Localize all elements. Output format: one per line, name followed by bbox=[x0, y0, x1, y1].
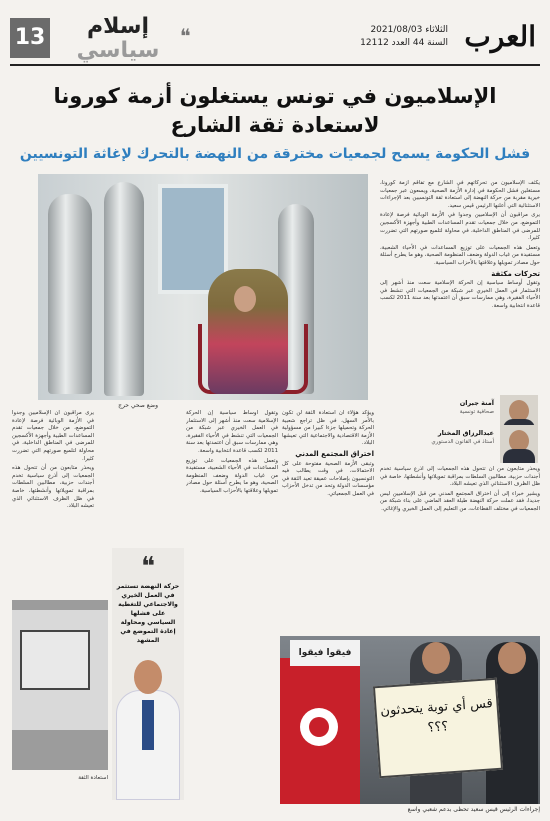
quote-mark-icon: ❝ bbox=[141, 552, 155, 582]
side-photo-caption: استعادة الثقة bbox=[78, 775, 108, 781]
issue-date: الثلاثاء 2021/08/03 bbox=[370, 25, 448, 35]
protest-placard-top: فيقوا فيقوا bbox=[290, 640, 360, 666]
header-rule bbox=[10, 64, 540, 66]
oxygen-tank bbox=[48, 194, 92, 394]
article-body-2-cont: وتعمل هذه الجمعيات على توزيع المساعدات في الأحياء الشعبية، مستفيدة من غياب الدولة وضعف المنظومة الصحية، وهو ما يطرح أسئلة حول مصادر تمويلها وعلاقتها بالأحزاب السياسية. bbox=[186, 457, 278, 494]
section-title bbox=[58, 14, 178, 62]
main-photo-caption: وضع صحي حرج bbox=[118, 402, 158, 409]
brand-logo: العرب bbox=[464, 20, 536, 53]
article-body-6: ويؤكد هؤلاء أن استعادة الثقة لن تكون بالأمر السهل، في ظل تراجع شعبية الحركة وتحميلها جزءا كبيرا من مسؤولية الأزمة الاقتصادية والاجتماعية التي تعيشها البلاد. bbox=[282, 410, 374, 447]
headline-line2: لاستعادة ثقة الشارع bbox=[170, 113, 380, 137]
article-body-4: ويحذر متابعون من أن تتحول هذه الجمعيات إلى أذرع سياسية تخدم أجندات حزبية، مطالبين السلطات بمراقبة تمويلاتها وأنشطتها، خاصة في ظل الظرف الاستثنائي الذي تعيشه البلاد. bbox=[380, 466, 540, 488]
article-intro: يكثف الإسلاميون من تحركاتهم في الشارع مع تفاقم أزمة كورونا، مستغلين فشل الحكومة في إدارة الأزمة الصحية، ويسعون عبر جمعيات خيرية مقربة من حركة النهضة إلى استعادة ثقة التونسيين بعد الإجراءات الاستثنائية التي أعلنها الرئيس قيس سعيد. bbox=[380, 180, 540, 209]
section-title-line1: إسلام bbox=[86, 14, 149, 39]
author-name: عبدالرزاق المختار bbox=[437, 429, 494, 437]
protest-photo-caption: إجراءات الرئيس قيس سعيد تحظى بدعم شعبي واسع bbox=[407, 806, 540, 813]
article-body-3-cont: وتقول أوساط سياسية إن الحركة الإسلامية سعت منذ أشهر إلى الاستثمار في العمل الخيري عبر شبكة من الجمعيات التي تنشط في الأحياء الفقيرة، وهي ممارسات سبق أن اعتمدتها بعد سنة 2011 لكسب قاعدة انتخابية واسعة. bbox=[186, 410, 278, 454]
article-column-3 bbox=[186, 410, 278, 632]
oxygen-tank bbox=[104, 182, 144, 396]
quote-icon: ❝ bbox=[180, 24, 191, 48]
pull-quote bbox=[112, 548, 184, 800]
section-title-line2: سياسي bbox=[76, 38, 160, 63]
article-body-7: وتبقى الأزمة الصحية مفتوحة على كل الاحتمالات، في وقت يطالب فيه التونسيون بإصلاحات عميقة تعيد الثقة في مؤسسات الدولة وتحد من تدخل الأحزاب في العمل الجمعياتي. bbox=[282, 460, 374, 497]
side-photo-sign bbox=[20, 630, 90, 690]
section-heading-2: اختراق المجتمع المدني bbox=[295, 449, 374, 458]
article-body-3: وتقول أوساط سياسية إن الحركة الإسلامية سعت منذ أشهر إلى الاستثمار في العمل الخيري عبر شبكة من الجمعيات التي تنشط في الأحياء الفقيرة، وهي ممارسات سبق أن اعتمدتها بعد سنة 2011 لكسب قاعدة انتخابية واسعة. bbox=[380, 280, 540, 309]
article-body-1-cont: يرى مراقبون أن الإسلاميين وجدوا في الأزمة الوبائية فرصة لإعادة التموضع، من خلال جمعيات تقدم المساعدات الطبية وأجهزة الأكسجين للمرضى في المناطق الداخلية، في محاولة لتلميع صورتهم التي تضررت كثيرا. bbox=[12, 410, 94, 462]
author-name: آمنة جبران bbox=[459, 399, 494, 407]
masthead bbox=[10, 14, 540, 64]
patient-face bbox=[234, 286, 256, 312]
article-column-left bbox=[12, 410, 94, 596]
article-body-1: يرى مراقبون أن الإسلاميين وجدوا في الأزمة الوبائية فرصة لإعادة التموضع، من خلال جمعيات تقدم المساعدات الطبية وأجهزة الأكسجين للمرضى في المناطق الداخلية، في محاولة لتلميع صورتهم التي تضررت كثيرا. bbox=[380, 212, 540, 242]
page-number: 13 bbox=[10, 18, 50, 58]
subhead: فشل الحكومة يسمح لجمعيات مخترقة من النهضة بالتحرك لإغاثة التونسيين bbox=[19, 146, 531, 162]
author-box bbox=[398, 425, 538, 465]
pull-quote-text: حركة النهضة تستثمر في العمل الخيري والاجتماعي للتغطية على فشلها السياسي ومحاولة إعادة التموضع في المشهد bbox=[116, 583, 180, 644]
article-body-5: ويشير خبراء إلى أن اختراق المجتمع المدني من قبل الإسلاميين ليس جديدا، فقد عملت حركة النهضة طيلة العقد الماضي على بناء شبكة من الجمعيات في مختلف القطاعات، من التعليم إلى العمل الخيري والإغاثي. bbox=[380, 490, 540, 512]
issue-number: السنة 44 العدد 12112 bbox=[360, 38, 448, 48]
headline bbox=[10, 82, 540, 140]
tunisian-flag bbox=[280, 658, 360, 804]
pull-quote-photo bbox=[116, 660, 180, 800]
article-body-2: وتعمل هذه الجمعيات على توزيع المساعدات في الأحياء الشعبية، مستفيدة من غياب الدولة وضعف المنظومة الصحية، وهو ما يطرح أسئلة حول مصادر تمويلها وعلاقتها بالأحزاب السياسية. bbox=[380, 244, 540, 266]
protest-photo bbox=[280, 636, 540, 804]
author-role: أستاذ في القانون الدستوري bbox=[431, 439, 494, 445]
article-body-4-cont: ويحذر متابعون من أن تتحول هذه الجمعيات إلى أذرع سياسية تخدم أجندات حزبية، مطالبين السلطات بمراقبة تمويلاتها وأنشطتها، خاصة في ظل الظرف الاستثنائي الذي تعيشه البلاد. bbox=[12, 465, 94, 510]
main-photo bbox=[38, 174, 368, 400]
author-role: صحافية تونسية bbox=[459, 409, 494, 415]
article-column-right-lower bbox=[380, 466, 540, 606]
headline-line1: الإسلاميون في تونس يستغلون أزمة كورونا bbox=[53, 84, 497, 108]
issue-info bbox=[360, 24, 448, 50]
section-heading: تحركات مكثفة bbox=[491, 269, 540, 278]
article-column-2 bbox=[282, 410, 374, 632]
protest-placard: قس أي توبة يتحدثون ؟؟؟ bbox=[373, 678, 503, 778]
author-avatar bbox=[500, 425, 538, 463]
side-photo bbox=[12, 600, 108, 770]
